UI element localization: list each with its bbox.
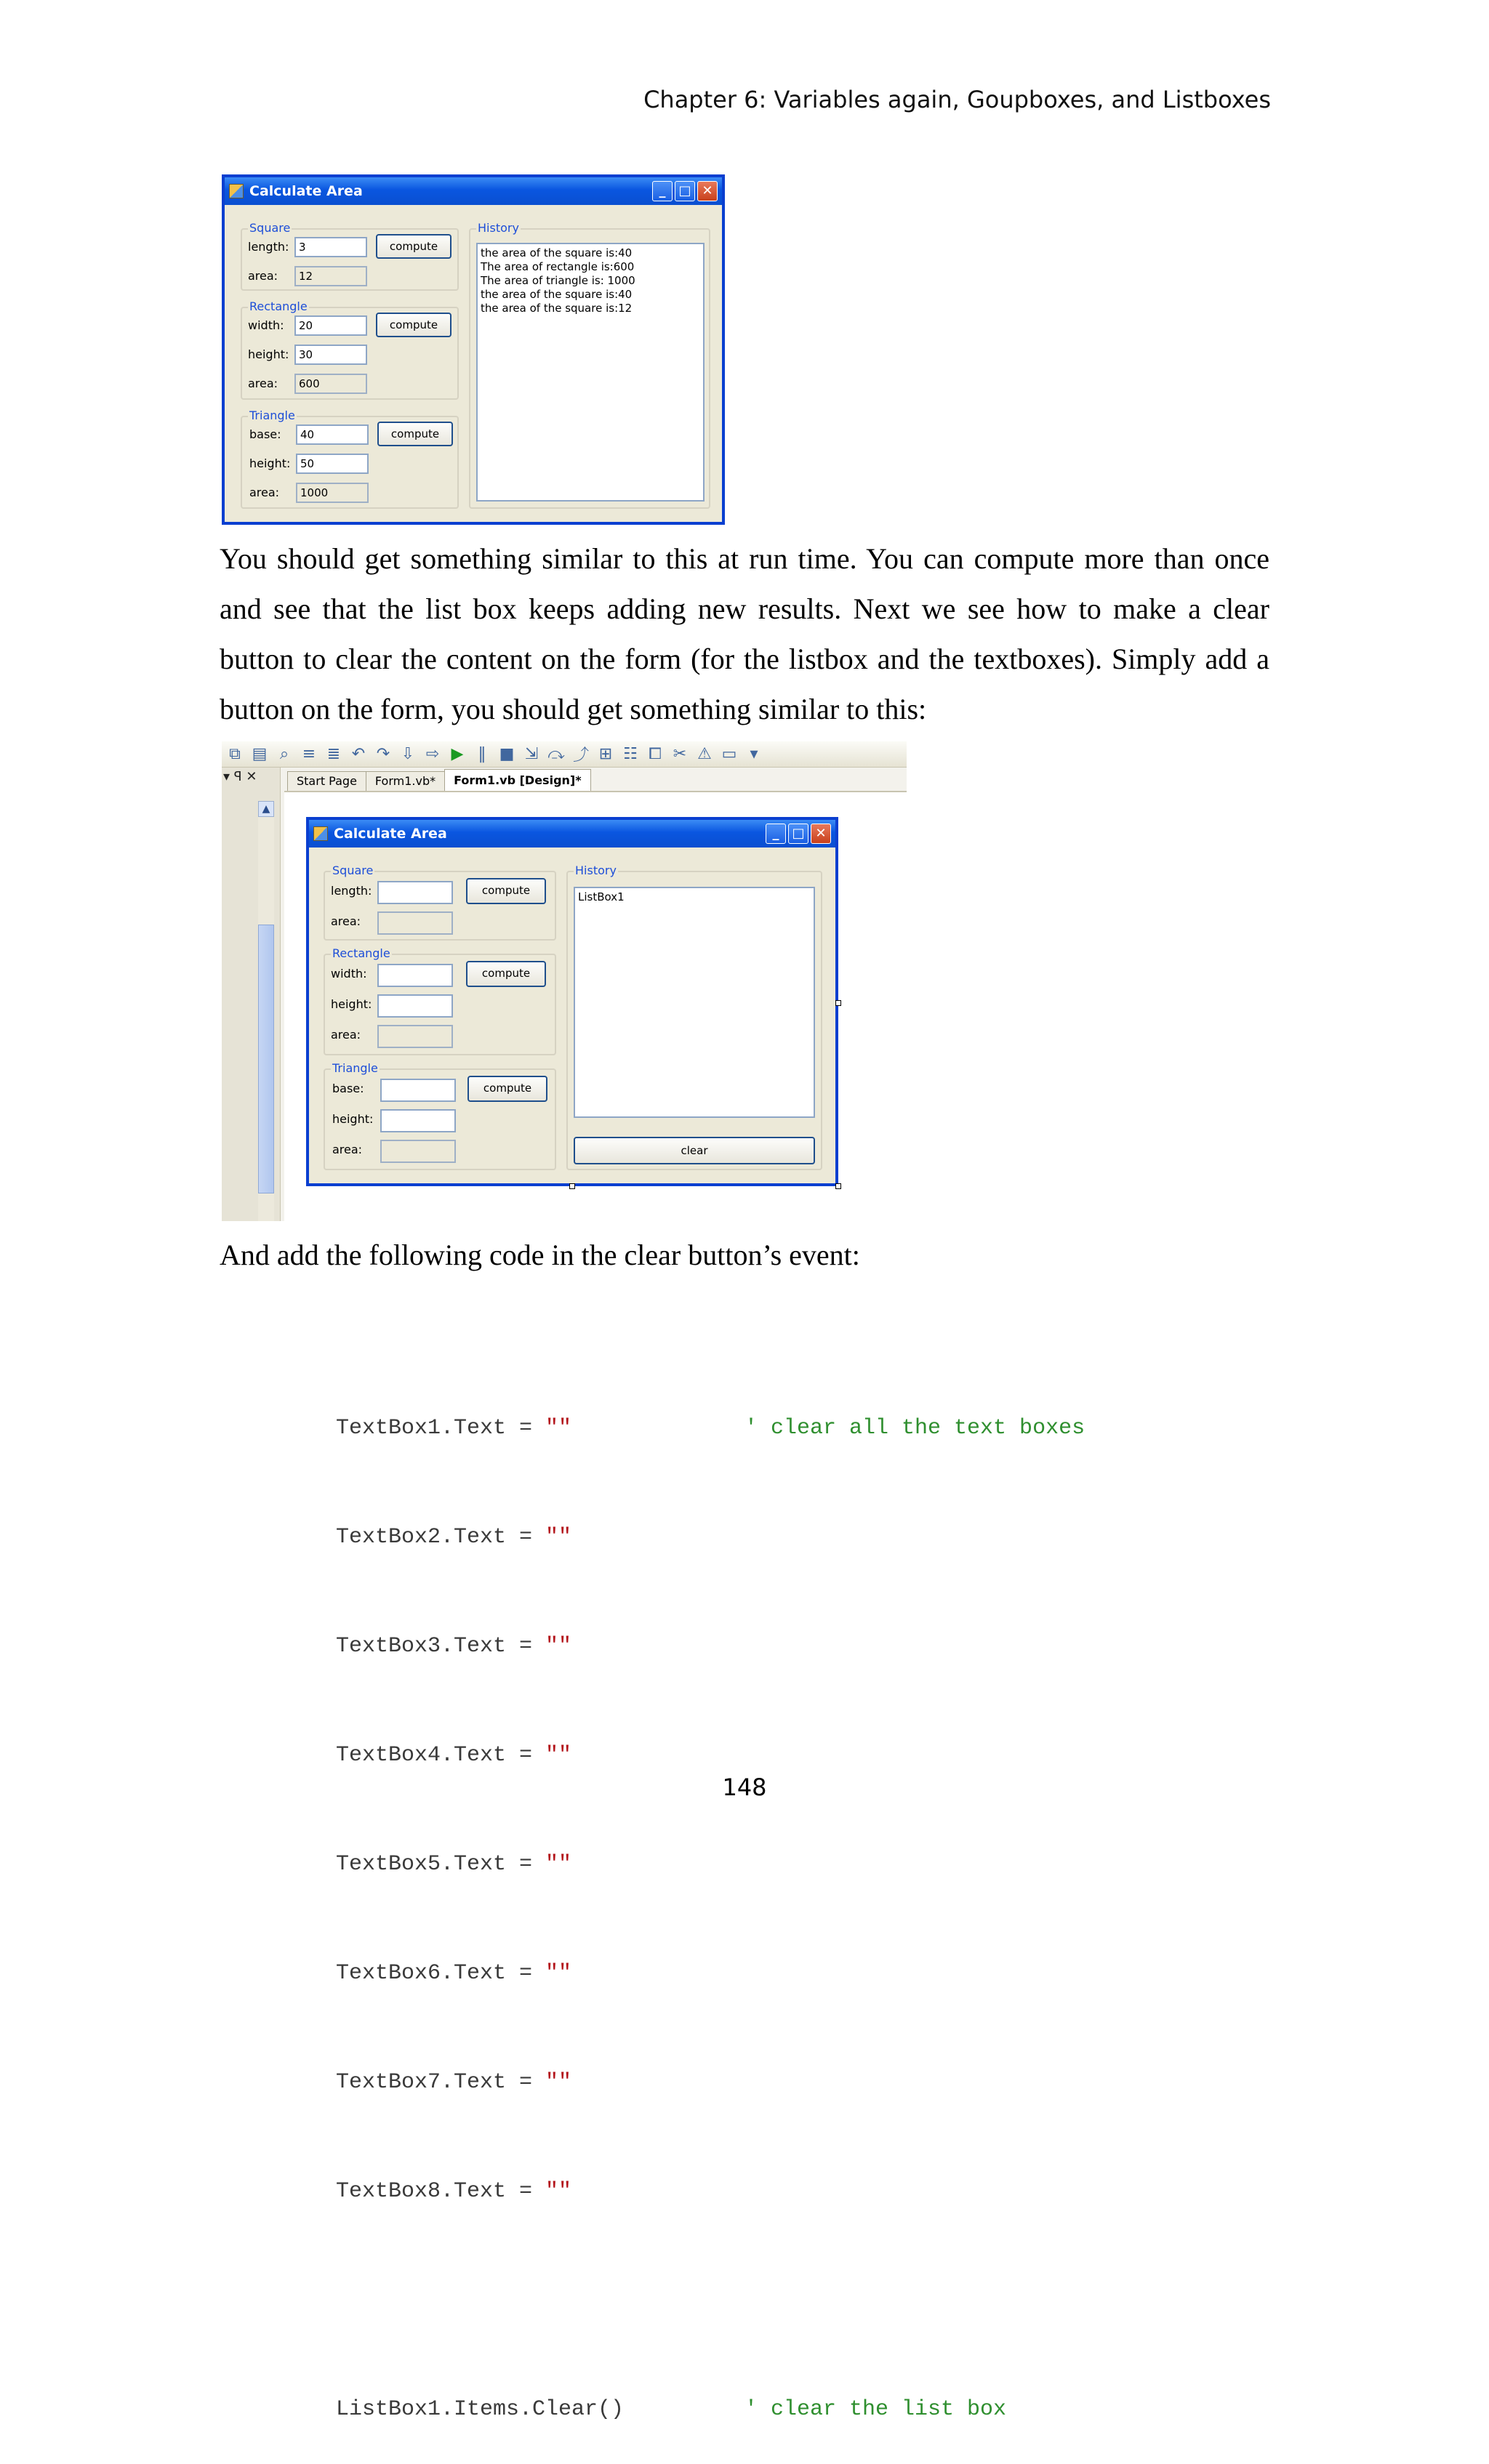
base-input[interactable]: 40 bbox=[296, 424, 369, 445]
list-item[interactable]: The area of triangle is: 1000 bbox=[481, 274, 635, 287]
step-over-icon[interactable]: ⤼ bbox=[547, 745, 565, 763]
width-input[interactable] bbox=[377, 964, 453, 987]
square-groupbox bbox=[241, 221, 459, 291]
list-item[interactable]: the area of the square is:40 bbox=[481, 288, 633, 301]
triangle-group-label: Triangle bbox=[249, 408, 295, 422]
history-group-label: History bbox=[575, 863, 617, 877]
redo-icon[interactable]: ↷ bbox=[376, 745, 390, 763]
history-listbox[interactable] bbox=[476, 243, 705, 502]
page-number: 148 bbox=[722, 1773, 767, 1801]
tab-start-page[interactable]: Start Page bbox=[287, 771, 366, 791]
comment-icon[interactable]: ≡ bbox=[302, 745, 316, 763]
base-label: base: bbox=[332, 1082, 364, 1095]
app-icon bbox=[313, 826, 328, 841]
square-area-output bbox=[377, 911, 453, 935]
length-label: length: bbox=[331, 884, 372, 898]
tab-form1-code[interactable]: Form1.vb* bbox=[366, 771, 445, 791]
find-icon[interactable]: ⌕ bbox=[279, 745, 289, 763]
tri-area-label: area: bbox=[249, 486, 280, 499]
title-bar bbox=[225, 177, 722, 205]
tab-form1-design[interactable]: Form1.vb [Design]* bbox=[444, 769, 590, 791]
square-compute-button[interactable]: compute bbox=[376, 234, 451, 259]
width-label: width: bbox=[248, 318, 284, 332]
tri-area-label: area: bbox=[332, 1143, 363, 1156]
close-icon[interactable]: ✕ bbox=[811, 824, 831, 844]
navigate-icon[interactable]: ⇩ bbox=[401, 745, 415, 763]
square-area-label: area: bbox=[331, 914, 361, 928]
calculate-area-window-runtime bbox=[222, 174, 725, 525]
triangle-compute-button[interactable]: compute bbox=[377, 422, 453, 446]
length-input[interactable]: 3 bbox=[294, 237, 367, 257]
square-area-output: 12 bbox=[294, 266, 367, 286]
tri-height-input[interactable] bbox=[380, 1109, 456, 1132]
base-label: base: bbox=[249, 427, 281, 441]
minimize-icon[interactable]: _ bbox=[652, 181, 673, 201]
maximize-icon[interactable]: □ bbox=[788, 824, 808, 844]
paste-icon[interactable]: ▤ bbox=[252, 745, 268, 763]
ide-designer-screenshot bbox=[222, 741, 907, 1221]
vertical-scrollbar[interactable] bbox=[258, 801, 274, 1221]
navigate-forward-icon[interactable]: ⇨ bbox=[425, 745, 440, 763]
ide-left-panel bbox=[222, 768, 281, 1221]
triangle-group-label: Triangle bbox=[332, 1061, 378, 1075]
square-group-label: Square bbox=[249, 221, 291, 235]
history-groupbox bbox=[469, 221, 710, 509]
tri-area-output: 1000 bbox=[296, 483, 369, 503]
window-title: Calculate Area bbox=[334, 826, 447, 842]
properties-icon[interactable]: ☷ bbox=[623, 745, 638, 763]
history-listbox[interactable]: ListBox1 bbox=[574, 887, 815, 1118]
undo-icon[interactable]: ↶ bbox=[351, 745, 366, 763]
paragraph-2: And add the following code in the clear button’s event: bbox=[220, 1239, 860, 1271]
clear-button[interactable]: clear bbox=[574, 1137, 815, 1164]
rectangle-groupbox bbox=[241, 299, 459, 400]
paragraph-1: You should get something similar to this at run time. You can compute more than once and see that the list box keeps adding new results. Next we see how to make a clear button to clear the content on the form (for the listbox and the textboxes). Simply add a button on the form, you should get something similar to this: bbox=[220, 542, 1269, 725]
code-line: TextBox8.Text = "" bbox=[336, 2179, 572, 2204]
rectangle-groupbox[interactable] bbox=[324, 946, 556, 1055]
width-input[interactable]: 20 bbox=[294, 315, 367, 336]
code-line: TextBox1.Text = "" ' clear all the text boxes bbox=[336, 1416, 1085, 1441]
solution-explorer-icon[interactable]: ⊞ bbox=[598, 745, 613, 763]
square-groupbox[interactable] bbox=[324, 863, 556, 941]
close-icon[interactable]: ✕ bbox=[697, 181, 718, 201]
rect-area-label: area: bbox=[248, 377, 278, 390]
rect-area-output: 600 bbox=[294, 374, 367, 394]
code-line: ListBox1.Items.Clear() ' clear the list box bbox=[336, 2397, 1007, 2422]
toolbox-icon[interactable]: ✂ bbox=[673, 745, 687, 763]
rectangle-compute-button[interactable]: compute bbox=[376, 313, 451, 337]
triangle-compute-button[interactable]: compute bbox=[467, 1076, 547, 1102]
window-title: Calculate Area bbox=[249, 183, 363, 199]
triangle-groupbox[interactable] bbox=[324, 1061, 556, 1170]
calculate-area-window-design[interactable] bbox=[306, 817, 838, 1186]
stop-icon[interactable]: ■ bbox=[499, 745, 515, 763]
resize-handle-right[interactable] bbox=[835, 1000, 841, 1006]
design-surface bbox=[284, 791, 907, 1221]
triangle-groupbox bbox=[241, 408, 459, 509]
list-item[interactable]: The area of rectangle is:600 bbox=[481, 260, 635, 273]
maximize-icon[interactable]: □ bbox=[675, 181, 695, 201]
rectangle-group-label: Rectangle bbox=[249, 299, 308, 313]
object-browser-icon[interactable]: ⧠ bbox=[649, 745, 662, 763]
code-line: TextBox7.Text = "" bbox=[336, 2070, 572, 2095]
rect-height-input[interactable]: 30 bbox=[294, 345, 367, 365]
square-area-label: area: bbox=[248, 269, 278, 283]
toolbar-overflow-icon[interactable]: ▾ bbox=[750, 745, 758, 763]
tri-area-output bbox=[380, 1140, 456, 1163]
chapter-header: Chapter 6: Variables again, Goupboxes, and Listboxes bbox=[643, 86, 1271, 113]
code-line: TextBox4.Text = "" bbox=[336, 1743, 572, 1768]
length-label: length: bbox=[248, 240, 289, 254]
start-debug-icon[interactable]: ▶ bbox=[451, 745, 464, 763]
pause-icon[interactable]: ‖ bbox=[478, 745, 486, 763]
code-line: TextBox2.Text = "" bbox=[336, 1525, 572, 1550]
code-line: TextBox6.Text = "" bbox=[336, 1961, 572, 1986]
rect-height-input[interactable] bbox=[377, 994, 453, 1018]
history-group-label: History bbox=[478, 221, 519, 235]
length-input[interactable] bbox=[377, 881, 453, 904]
error-list-icon[interactable]: ⚠ bbox=[697, 745, 712, 763]
uncomment-icon[interactable]: ≣ bbox=[326, 745, 341, 763]
minimize-icon[interactable]: _ bbox=[766, 824, 786, 844]
history-groupbox[interactable] bbox=[566, 863, 822, 1170]
rectangle-group-label: Rectangle bbox=[332, 946, 390, 960]
square-compute-button[interactable]: compute bbox=[466, 878, 546, 904]
width-label: width: bbox=[331, 967, 367, 981]
scroll-thumb[interactable] bbox=[258, 925, 274, 1193]
output-window-icon[interactable]: ▭ bbox=[721, 745, 737, 763]
resize-handle-bottom[interactable] bbox=[569, 1183, 575, 1189]
resize-handle-corner[interactable] bbox=[835, 1183, 841, 1189]
app-icon bbox=[229, 184, 244, 198]
square-group-label: Square bbox=[332, 863, 374, 877]
code-line: TextBox5.Text = "" bbox=[336, 1852, 572, 1877]
tri-height-label: height: bbox=[332, 1112, 374, 1126]
title-bar bbox=[309, 820, 835, 847]
rect-area-output bbox=[377, 1025, 453, 1048]
rect-height-label: height: bbox=[331, 997, 372, 1011]
list-item[interactable]: the area of the square is:40 bbox=[481, 246, 633, 259]
base-input[interactable] bbox=[380, 1079, 456, 1102]
rectangle-compute-button[interactable]: compute bbox=[466, 961, 546, 987]
step-out-icon[interactable]: ⤴ bbox=[572, 746, 589, 765]
document-tabs bbox=[287, 769, 590, 791]
tri-height-input[interactable]: 50 bbox=[296, 454, 369, 474]
tri-height-label: height: bbox=[249, 456, 291, 470]
scroll-up-icon[interactable]: ▲ bbox=[258, 801, 274, 817]
code-line-blank bbox=[336, 2282, 624, 2319]
list-item[interactable]: the area of the square is:12 bbox=[481, 302, 633, 315]
rect-height-label: height: bbox=[248, 347, 289, 361]
rect-area-label: area: bbox=[331, 1028, 361, 1042]
copy-icon[interactable]: ⧉ bbox=[229, 745, 241, 763]
panel-controls[interactable]: ▾ ꟼ ✕ bbox=[223, 769, 257, 784]
step-into-icon[interactable]: ⇲ bbox=[524, 745, 539, 763]
code-line: TextBox3.Text = "" bbox=[336, 1634, 572, 1659]
ide-toolbar bbox=[222, 741, 907, 768]
